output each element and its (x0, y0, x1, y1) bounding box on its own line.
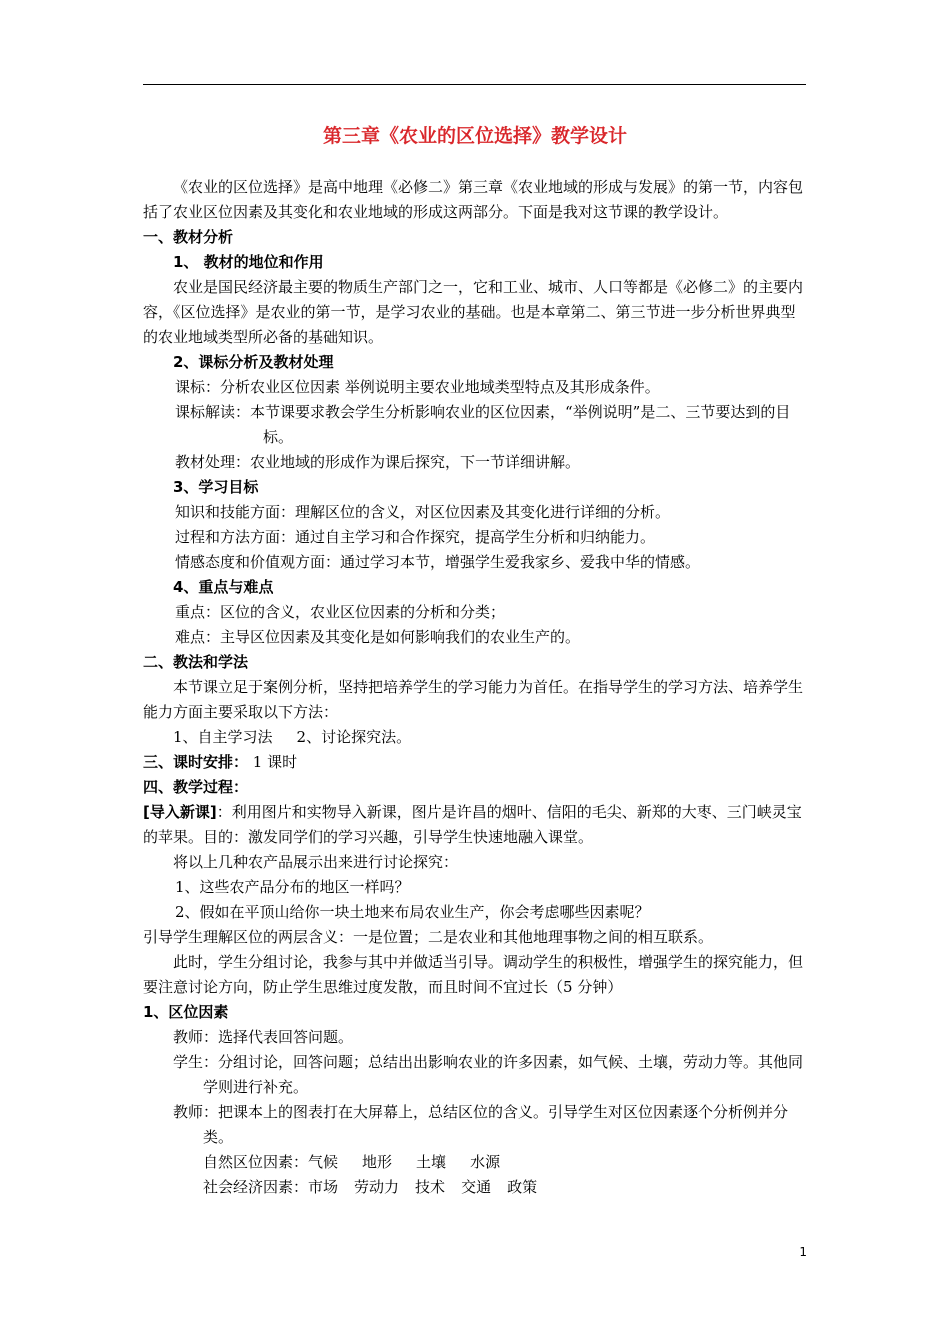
intro-paragraph: 《农业的区位选择》是高中地理《必修二》第三章《农业地域的形成与发展》的第一节，内容包括了农业区位因素及其变化和农业地域的形成这两部分。下面是我对这节课的教学设计。 (143, 178, 804, 221)
document-body (143, 175, 807, 1200)
factor-item: 气候 (308, 1153, 339, 1171)
paragraph: 引导学生理解区位的两层含义：一是位置；二是农业和其他地理事物之间的相互联系。 (143, 928, 714, 946)
intro-text: ：利用图片和实物导入新课，图片是许昌的烟叶、信阳的毛尖、新郑的大枣、三门峡灵宝的苹果。目的：激发同学们的学习兴趣，引导学生快速地融入课堂。 (143, 803, 802, 846)
paragraph: 知识和技能方面：理解区位的含义，对区位因素及其变化进行详细的分析。 (175, 503, 671, 521)
paragraph: 过程和方法方面：通过自主学习和合作探究，提高学生分析和归纳能力。 (175, 528, 656, 546)
paragraph: 重点：区位的含义，农业区位因素的分析和分类； (175, 603, 506, 621)
factor-item: 土壤 (416, 1153, 447, 1171)
subsection-heading: 3、学习目标 (173, 478, 259, 496)
subsection-heading: 4、重点与难点 (173, 578, 274, 596)
factor-label: 社会经济因素： (203, 1178, 309, 1196)
question: 2、假如在平顶山给你一块土地来布局农业生产，你会考虑哪些因素呢？ (175, 903, 650, 921)
schedule-value: 1 课时 (248, 753, 298, 771)
paragraph: 难点：主导区位因素及其变化是如何影响我们的农业生产的。 (175, 628, 581, 646)
paragraph: 课标解读：本节课要求教会学生分析影响农业的区位因素，“举例说明”是二、三节要达到的目标。 (175, 403, 791, 446)
factor-item: 交通 (461, 1178, 492, 1196)
header-rule (143, 84, 806, 85)
section-heading: 二、教法和学法 (143, 653, 249, 671)
page-number: 1 (799, 1245, 807, 1259)
methods-line (143, 725, 807, 750)
factor-row (143, 1150, 807, 1175)
paragraph: 将以上几种农产品展示出来进行讨论探究： (173, 853, 459, 871)
paragraph: 教师：把课本上的图表打在大屏幕上，总结区位的含义。引导学生对区位因素逐个分析例并分类。 (173, 1103, 789, 1146)
paragraph: 此时，学生分组讨论，我参与其中并做适当引导。调动学生的积极性，增强学生的探究能力，但要注意讨论方向，防止学生思维过度发散，而且时间不宜过长（5 分钟） (143, 953, 804, 996)
factor-label: 自然区位因素： (203, 1153, 309, 1171)
method-item: 2、讨论探究法。 (296, 728, 412, 746)
schedule-line (143, 750, 807, 775)
factor-row (143, 1175, 807, 1200)
factor-item: 地形 (362, 1153, 393, 1171)
paragraph: 教师：选择代表回答问题。 (173, 1028, 354, 1046)
section-heading: 三、课时安排： (143, 753, 249, 771)
factor-item: 技术 (415, 1178, 446, 1196)
paragraph (143, 800, 807, 850)
paragraph: 农业是国民经济最主要的物质生产部门之一，它和工业、城市、人口等都是《必修二》的主要内容，《区位选择》是农业的第一节，是学习农业的基础。也是本章第二、第三节进一步分析世界典型的农业地域类型所必备的基础知识。 (143, 278, 804, 346)
paragraph: 教材处理：农业地域的形成作为课后探究，下一节详细讲解。 (175, 453, 581, 471)
paragraph: 本节课立足于案例分析，坚持把培养学生的学习能力为首任。在指导学生的学习方法、培养学生能力方面主要采取以下方法： (143, 678, 804, 721)
intro-label: [导入新课] (143, 803, 217, 821)
question: 1、这些农产品分布的地区一样吗？ (175, 878, 410, 896)
factor-item: 市场 (308, 1178, 339, 1196)
paragraph: 情感态度和价值观方面：通过学习本节，增强学生爱我家乡、爱我中华的情感。 (175, 553, 701, 571)
paragraph: 课标：分析农业区位因素 举例说明主要农业地域类型特点及其形成条件。 (175, 378, 660, 396)
section-heading: 四、教学过程： (143, 778, 249, 796)
factor-item: 水源 (470, 1153, 501, 1171)
section-heading: 一、教材分析 (143, 228, 234, 246)
factor-item: 政策 (507, 1178, 538, 1196)
paragraph: 学生：分组讨论，回答问题；总结出出影响农业的许多因素，如气候、土壤，劳动力等。其他同学则进行补充。 (173, 1053, 804, 1096)
document-title: 第三章《农业的区位选择》教学设计 (322, 125, 627, 147)
factor-item: 劳动力 (354, 1178, 400, 1196)
subsection-heading: 1、区位因素 (143, 1003, 229, 1021)
subsection-heading: 1、 教材的地位和作用 (173, 253, 324, 271)
method-item: 1、自主学习法 (173, 728, 273, 746)
subsection-heading: 2、课标分析及教材处理 (173, 353, 334, 371)
